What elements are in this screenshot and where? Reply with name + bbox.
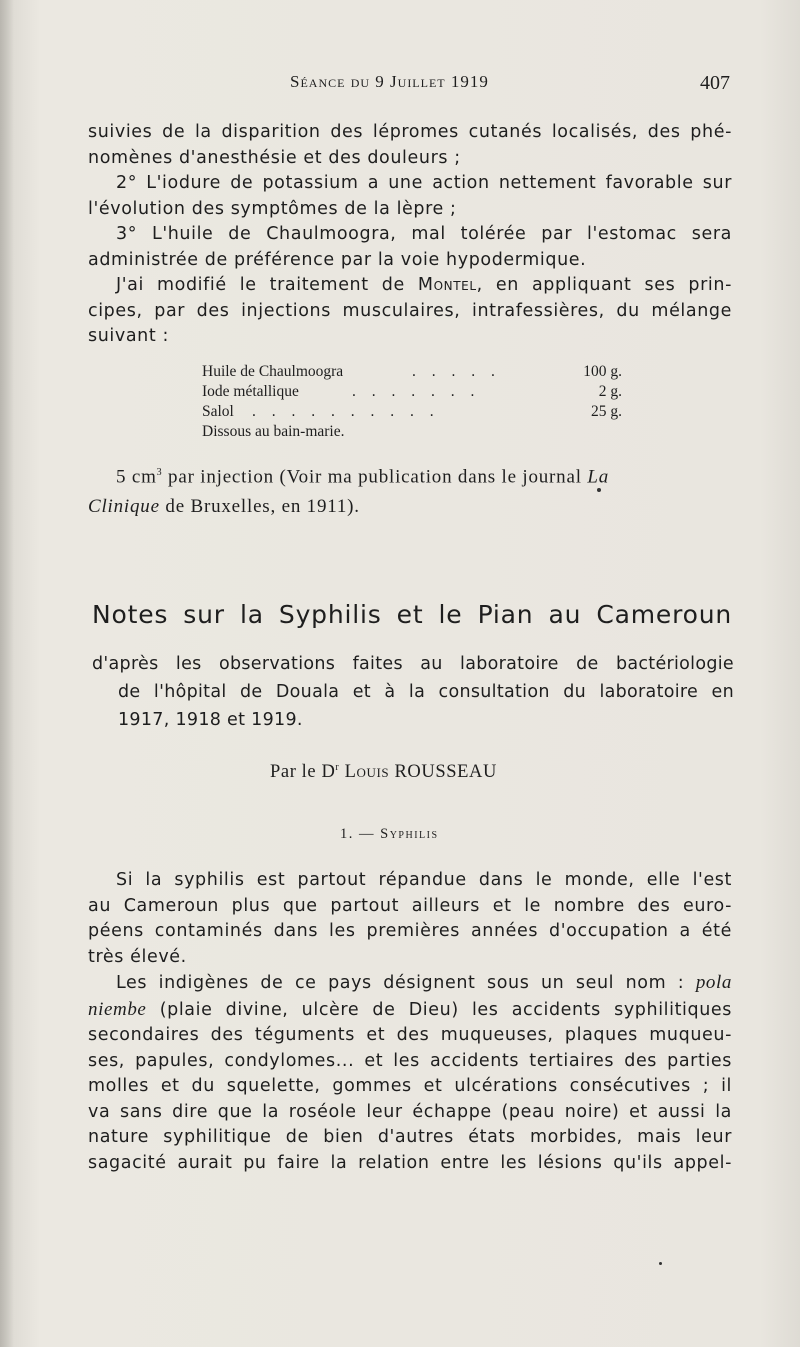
text-line: secondaires des téguments et des muqueuses, plaques muqueu- [88,1025,732,1045]
ingredient-name: Iode métallique [202,383,299,400]
superscript: r [335,762,340,773]
subtitle-line: 1917, 1918 et 1919. [118,710,303,730]
text-segment: 5 cm [116,466,157,488]
recipe-row [202,362,632,382]
running-head: Séance du 9 Juillet 1919 [290,72,489,91]
ingredient-quantity: 2 g. [598,383,622,400]
leader-dots: . . . . . . . [352,383,481,400]
text-line: suivies de la disparition des lépromes cutanés localisés, des phé- [88,122,732,142]
print-speck [659,1262,662,1265]
superscript: 3 [156,467,163,478]
text-line: Si la syphilis est partout répandue dans le monde, elle l'est [116,870,732,890]
dose-paragraph [88,458,732,522]
article-title: Notes sur la Syphilis et le Pian au Cameroun [92,600,732,629]
text-line: va sans dire que la roséole leur échappe (peau noire) et aussi la [88,1101,732,1122]
author-first-name: Louis [339,762,395,783]
text-segment: , en appliquant ses prin- [476,275,732,295]
page-number: 407 [700,72,730,94]
ingredient-quantity: 100 g. [583,363,622,380]
text-segment: J'ai modifié le traitement de [116,275,418,295]
text-line: molles et du squelette, gommes et ulcérations consécutives ; il [88,1076,732,1096]
subtitle-line: d'après les observations faites au laboratoire de bactériologie [92,654,734,674]
body-paragraph-1 [88,868,732,970]
continued-paragraph [88,120,732,350]
body-paragraph-2 [88,970,732,1176]
author-prefix: Par le D [270,762,336,783]
text-line [88,997,732,1024]
text-line: nomènes d'anesthésie et des douleurs ; [88,147,461,168]
article-author [270,762,497,783]
text-line: nature syphilitique de bien d'autres états morbides, mais leur [88,1127,732,1147]
text-segment: (plaie divine, ulcère de Dieu) les accidents syphilitiques [146,999,732,1020]
text-line: administrée de préférence par la voie hypodermique. [88,249,587,270]
author-name-montel: Montel [417,275,477,295]
text-line: ses, papules, condylomes... et les accidents tertiaires des parties [88,1050,732,1071]
text-line: 2° L'iodure de potassium a une action nettement favorable sur [116,173,732,193]
text-line: péens contaminés dans les premières années d'occupation a été [88,921,732,941]
journal-name: La [587,466,610,488]
recipe-table [202,362,632,442]
text-segment: par injection (Voir ma publication dans le journal [162,466,588,488]
text-segment: de Bruxelles, en 1911). [159,496,360,518]
text-segment: Les indigènes de ce pays désignent sous un seul nom : [116,973,696,993]
text-line: suivant : [88,326,169,346]
text-line: l'évolution des symptômes de la lèpre ; [88,198,457,219]
native-term: niembe [88,998,147,1020]
recipe-row [202,382,632,402]
text-line [88,970,732,997]
recipe-row [202,402,632,422]
section-heading: 1. — Syphilis [340,826,439,842]
journal-name: Clinique [88,496,160,518]
text-line [88,273,732,299]
article-subtitle [92,650,734,734]
native-term: pola [695,972,732,993]
recipe-note-text: Dissous au bain-marie. [202,423,345,440]
author-last-name: ROUSSEAU [394,762,497,783]
text-line: très élevé. [88,946,187,967]
text-line: au Cameroun plus que partout ailleurs et le nombre des euro- [88,895,732,916]
leader-dots: . . . . . [412,363,501,380]
recipe-note [202,422,632,442]
text-line [88,492,732,522]
subtitle-line: de l'hôpital de Douala et à la consultation du laboratoire en [118,682,734,702]
text-line: 3° L'huile de Chaulmoogra, mal tolérée par l'estomac sera [116,224,732,244]
print-speck [597,488,601,492]
text-line: cipes, par des injections musculaires, intrafessières, du mélange [88,300,732,321]
ingredient-name: Salol [202,403,234,420]
leader-dots: . . . . . . . . . . [252,403,440,420]
ingredient-name: Huile de Chaulmoogra [202,363,344,380]
ingredient-quantity: 25 g. [591,403,622,420]
text-line: sagacité aurait pu faire la relation entre les lésions qu'ils appel- [88,1152,732,1173]
page-header [0,72,800,100]
text-line [88,458,732,492]
